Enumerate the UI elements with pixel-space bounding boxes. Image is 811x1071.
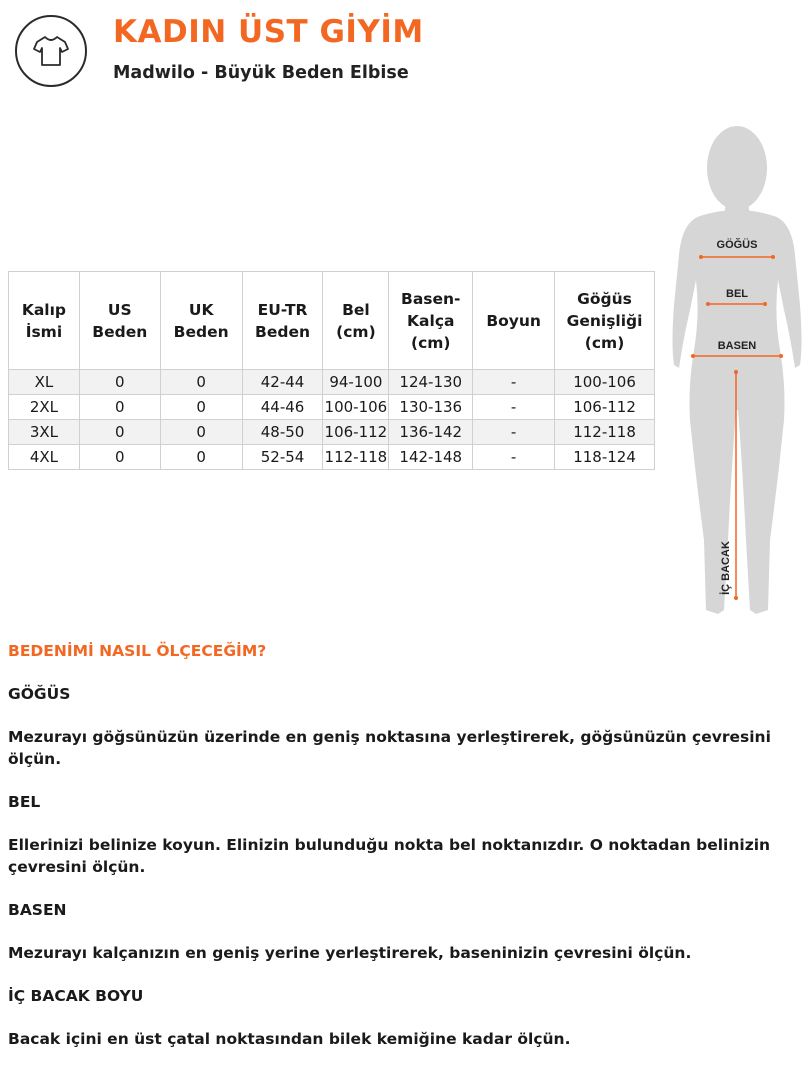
table-cell: 106-112 [555, 395, 655, 420]
table-cell: 48-50 [242, 420, 323, 445]
tshirt-icon [33, 34, 69, 68]
table-cell: 0 [160, 420, 242, 445]
column-header-line: Beden [255, 322, 311, 341]
guide-heading: BEDENİMİ NASIL ÖLÇECEĞİM? [8, 642, 267, 660]
body-silhouette [673, 126, 802, 614]
guide-desc-waist: Ellerinizi belinize koyun. Elinizin bulunduğu nokta bel noktanızdır. O noktadan belinizin çevresini ölçün. [8, 836, 771, 876]
column-header-line: UK [188, 300, 214, 319]
table-cell: 0 [79, 445, 160, 470]
column-header-line: Boyun [486, 311, 541, 330]
table-cell: 44-46 [242, 395, 323, 420]
table-cell: - [473, 420, 555, 445]
size-table-body [9, 370, 655, 470]
column-header-line: İsmi [25, 322, 63, 341]
column-header-line: (cm) [336, 322, 376, 341]
hip-label: BASEN [717, 340, 757, 352]
table-cell: 0 [79, 395, 160, 420]
column-header-line: Basen- [401, 289, 461, 308]
column-header-line: Kalça [407, 311, 455, 330]
column-header-line: (cm) [584, 333, 625, 352]
guide-term-waist: BEL [8, 793, 41, 811]
column-header-line: EU-TR [257, 300, 308, 319]
column-header [242, 272, 323, 370]
chest-label: GÖĞÜS [716, 239, 758, 251]
column-header [473, 272, 555, 370]
table-cell: 52-54 [242, 445, 323, 470]
size-chart-table [8, 271, 655, 470]
measurement-guide [8, 640, 803, 1071]
table-cell: 0 [79, 370, 160, 395]
table-row [9, 370, 655, 395]
table-cell: 112-118 [555, 420, 655, 445]
table-cell: 142-148 [389, 445, 473, 470]
size-table-header [9, 272, 655, 370]
table-cell: 94-100 [323, 370, 389, 395]
table-cell: 3XL [9, 420, 80, 445]
column-header-line: Beden [173, 322, 229, 341]
body-measurement-figure [660, 120, 810, 620]
column-header [9, 272, 80, 370]
table-cell: 0 [160, 445, 242, 470]
table-cell: - [473, 445, 555, 470]
product-subtitle: Madwilo - Büyük Beden Elbise [113, 63, 409, 83]
waist-label: BEL [726, 288, 748, 300]
column-header-line: (cm) [411, 333, 451, 352]
table-cell: - [473, 370, 555, 395]
category-icon-badge [15, 15, 87, 87]
column-header [79, 272, 160, 370]
guide-desc-inseam: Bacak içini en üst çatal noktasından bilek kemiğine kadar ölçün. [8, 1030, 571, 1048]
column-header-line: US [107, 300, 132, 319]
table-cell: 0 [160, 395, 242, 420]
table-cell: - [473, 395, 555, 420]
column-header [555, 272, 655, 370]
table-cell: 136-142 [389, 420, 473, 445]
page-title: KADIN ÜST GİYİM [113, 14, 424, 50]
column-header-line: Bel [342, 300, 370, 319]
column-header [389, 272, 473, 370]
inseam-label: İÇ BACAK [720, 541, 732, 595]
table-cell: 0 [79, 420, 160, 445]
column-header [323, 272, 389, 370]
table-cell: 118-124 [555, 445, 655, 470]
column-header-line: Beden [92, 322, 148, 341]
table-cell: 130-136 [389, 395, 473, 420]
guide-term-inseam: İÇ BACAK BOYU [8, 987, 144, 1005]
guide-desc-hip: Mezurayı kalçanızın en geniş yerine yerleştirerek, baseninizin çevresini ölçün. [8, 944, 692, 962]
column-header-line: Genişliği [566, 311, 643, 330]
table-cell: 112-118 [323, 445, 389, 470]
guide-term-hip: BASEN [8, 901, 67, 919]
guide-desc-chest: Mezurayı göğsünüzün üzerinde en geniş noktasına yerleştirerek, göğsünüzün çevresini ölçün. [8, 728, 771, 768]
table-cell: 4XL [9, 445, 80, 470]
guide-term-chest: GÖĞÜS [8, 685, 71, 703]
table-cell: 124-130 [389, 370, 473, 395]
table-cell: 100-106 [555, 370, 655, 395]
table-row [9, 445, 655, 470]
table-cell: 2XL [9, 395, 80, 420]
column-header-line: Kalıp [21, 300, 67, 319]
column-header-line: Göğüs [577, 289, 632, 308]
table-cell: XL [9, 370, 80, 395]
table-cell: 106-112 [323, 420, 389, 445]
table-cell: 100-106 [323, 395, 389, 420]
table-row [9, 420, 655, 445]
column-header [160, 272, 242, 370]
table-cell: 42-44 [242, 370, 323, 395]
table-row [9, 395, 655, 420]
table-cell: 0 [160, 370, 242, 395]
